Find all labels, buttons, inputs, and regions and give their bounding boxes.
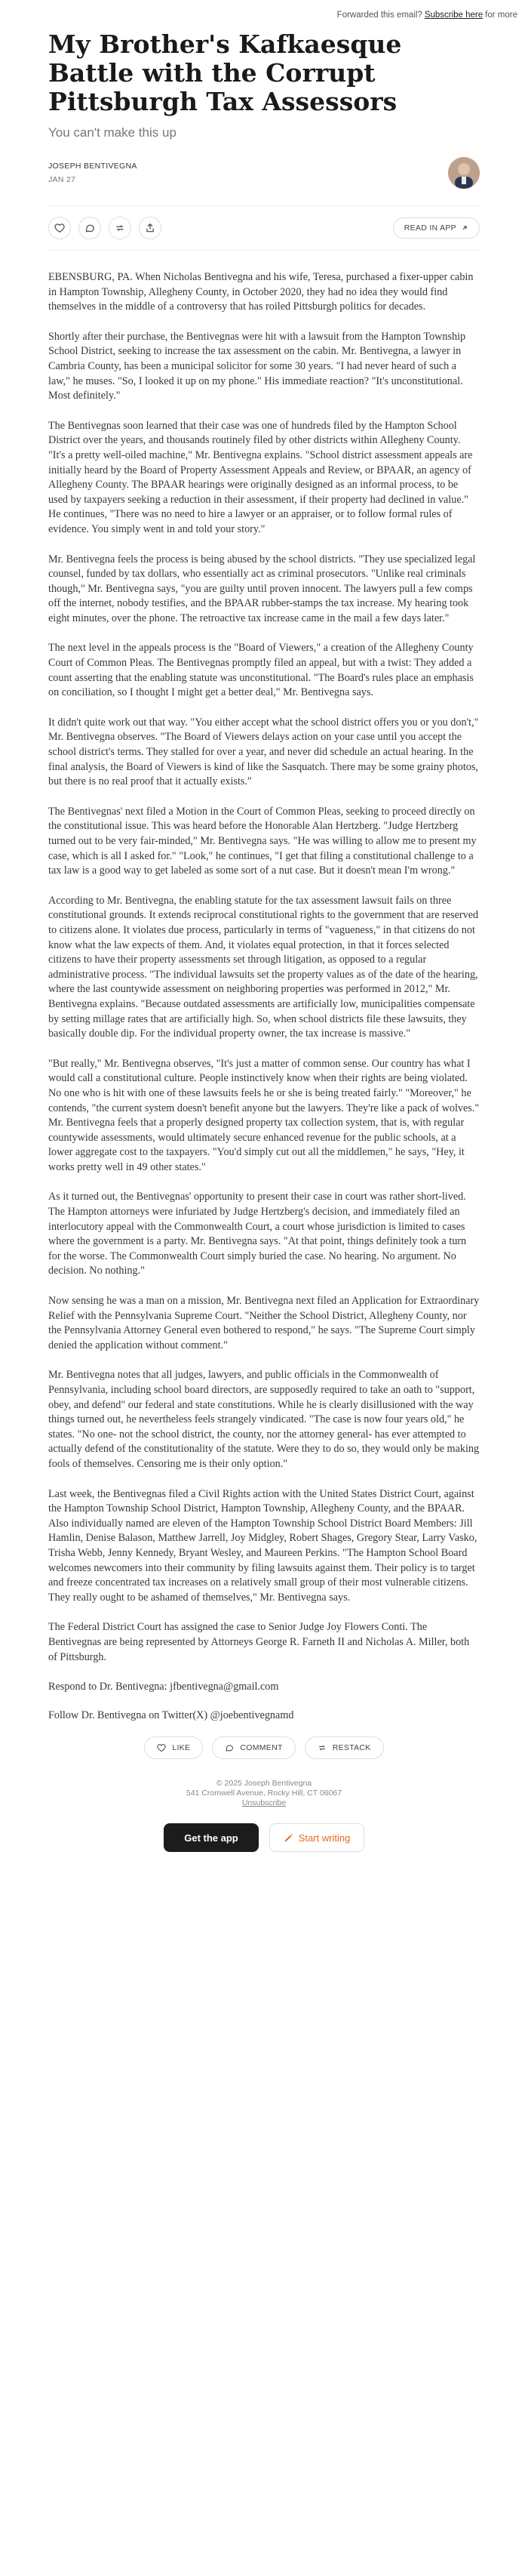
article-paragraph: It didn't quite work out that way. "You either accept what the school district offers you or you don't," Mr. Bentivegna observes. "The Board of Viewers delays action on your case until you accept the school district's terms. They stalled for over a year, and never did schedule an actual hearing. In the final analysis, the Board of Viewers is kind of like the Sasquatch. There may be some grainy photos, but there is no real proof that it actually exists."	[48, 716, 479, 788]
restack-button[interactable]	[109, 217, 131, 239]
restack-pill-button[interactable]	[305, 1736, 384, 1759]
article-paragraph: As it turned out, the Bentivegnas' opportunity to present their case in court was rather short-lived. The Hampton attorneys were infuriated by Judge Hertzberg's decision, and immediately filed an interlocutory appeal with the Commonwealth Court, a court whose jurisdiction is limited to cases where the government is a party. Mr. Bentivegna says. "At that point, things definitely took a turn for the worse. The Commonwealth Court simply buried the case. No hearing. No argument. No decision. No nothing."	[48, 1191, 467, 1277]
restack-label: RESTACK	[332, 1743, 371, 1753]
article-body	[0, 270, 528, 1723]
contact-email-line[interactable]: Respond to Dr. Bentivegna: jfbentivegna@gmail.com	[48, 1681, 279, 1693]
start-writing-label: Start writing	[298, 1832, 351, 1844]
read-in-app-button[interactable]	[393, 217, 480, 239]
post-date: JAN 27	[48, 175, 76, 184]
article-paragraph: Last week, the Bentivegnas filed a Civil Rights action with the United States District Court, against the Hampton Township School District, Hampton Township, Allegheny County, and the BPAAR. Also individually named are eleven of the Hampton Township School District Board Members: Jill Hamlin, Denise Balason, Matthew Jarrell, Joy Midgley, Robert Shages, Gregory Stear, Larry Vasko, Trisha Webb, Jenny Kennedy, Bryant Wesley, and Maureen Perkins. "The Hampton School Board welcomes newcomers into their community by filing lawsuits against them. Their policy is to target and freeze concentrated tax increases on a relatively small group of their most vulnerable citizens. They really ought to be ashamed of themselves," Mr. Bentivegna says.	[48, 1487, 477, 1604]
article-paragraph: According to Mr. Bentivegna, the enabling statute for the tax assessment lawsuit fails on three constitutional grounds. It extends reciprocal constitutional rights to the government that are reserved to citizens alone. It violates due process, particularly in terms of "vagueness," in that citizens do not know what the law expects of them. And, it violates equal protection, in that it forces selected citizens to have their property assessments set through litigation, as opposed to a regular administrative process. "The individual lawsuits set the property values as of the date of the hearing, where the last countywide assessment on neighboring properties was performed in 2012," Mr. Bentivegna explains. "Because outdated assessments are artificially low, municipalities compensate by setting millage rates that are artificially high. So, when school districts file these lawsuits, they basically double dip. For the individual property owner, the tax increase is massive."	[48, 894, 479, 1040]
article-paragraph: Mr. Bentivegna notes that all judges, lawyers, and public officials in the Commonwealth of Pennsylvania, including school board directors, are supposedly required to take an oath to "support, obey, and defend" our federal and state constitutions. While he is clearly disillusioned with the way things turned out, he nevertheless feels strangely vindicated. "The case is now four years old," he states. "No one- not the school district, the county, nor the attorney general- has ever attempted to actually defend of the constitutionality of the statute. Were they to do so, they would only be making fools of themselves. Censoring me is their only option."	[48, 1369, 480, 1470]
email-footer	[0, 1779, 528, 1808]
article-paragraph: The Bentivegnas' next filed a Motion in the Court of Common Pleas, seeking to proceed directly on the constitutional issue. This was heard before the Honorable Alan Hertzberg. "Judge Hertzberg turned out to be very fair-minded," Mr. Bentivegna says. "He was willing to allow me to present my case, which is all I asked for." "Look," he continues, "I get that filing a constitutional challenge to a tax law is a good way to get labeled as some sort of a nut case. But it doesn't mean I'm wrong."	[48, 805, 477, 877]
forwarded-text: Forwarded this email?	[336, 11, 422, 20]
post-header	[0, 30, 528, 251]
read-in-app-label: READ IN APP	[404, 223, 456, 233]
comment-icon	[225, 1743, 234, 1752]
start-writing-button[interactable]	[269, 1823, 364, 1852]
comment-icon	[84, 223, 95, 233]
article-paragraph: "But really," Mr. Bentivegna observes, "It's just a matter of common sense. Our country has what I would call a constitutional culture. People instinctively know when their rights are being violated. No one who is hit with one of these lawsuits feels he or she is being treated fairly." "Moreover," he contends, "the current system doesn't benefit anyone but the lawyers. They're like a pack of wolves." Mr. Bentivegna feels that a properly designed property tax collection system, that is, with regular countywide assessments, would ultimately secure enhanced revenue for the public schools, at a lower aggregate cost to the taxpayers. "You'd simply cut out all the middlemen," he says, "Hey, it works pretty well in 49 other states."	[48, 1057, 480, 1173]
footer-copyright: © 2025 Joseph Bentivegna	[216, 1779, 312, 1789]
article-paragraph: The Federal District Court has assigned the case to Senior Judge Joy Flowers Conti. The Bentivegnas are being represented by Attorneys George R. Farneth II and Nicholas A. Miller, both of Pittsburgh.	[48, 1621, 470, 1663]
like-label: LIKE	[172, 1743, 191, 1753]
restack-icon	[115, 223, 125, 233]
post-action-icons	[48, 217, 161, 239]
post-title[interactable]: My Brother's Kafkaesque Battle with the Corrupt Pittsburgh Tax Assessors	[48, 29, 402, 116]
twitter-follow-line[interactable]: Follow Dr. Bentivegna on Twitter(X) @joebentivegnamd	[48, 1709, 294, 1721]
comment-pill-button[interactable]	[212, 1736, 295, 1759]
article-paragraph: Now sensing he was a man on a mission, Mr. Bentivegna next filed an Application for Extraordinary Relief with the Pennsylvania Supreme Court. "Neither the School District, Allegheny County, nor the Pennsylvania Attorney General even bothered to respond," he says. "The Supreme Court simply denied the application without comment."	[48, 1295, 480, 1351]
article-paragraph: EBENSBURG, PA. When Nicholas Bentivegna and his wife, Teresa, purchased a fixer-upper cabin in Hampton Township, Allegheny County, in October 2020, they had no idea they would find themselves in the middle of a controversy that has roiled Pittsburgh politics for decades.	[48, 271, 474, 313]
post-subtitle: You can't make this up	[48, 125, 177, 140]
author-name[interactable]: JOSEPH BENTIVEGNA	[48, 162, 137, 171]
get-the-app-button[interactable]: Get the app	[164, 1823, 259, 1852]
engagement-bar	[0, 1736, 528, 1759]
share-button[interactable]	[139, 217, 161, 239]
footer-address: 541 Cromwell Avenue, Rocky Hill, CT 06067	[186, 1789, 342, 1798]
post-actions-bar	[48, 205, 480, 251]
heart-icon	[54, 223, 65, 233]
article-paragraph: Mr. Bentivegna feels the process is being abused by the school districts. "They use specialized legal counsel, funded by tax dollars, who essentially act as criminal prosecutors. "Unlike real criminals though," Mr. Bentivegna says, "you are guilty until proven innocent. The lawyers pull a few comps off the internet, nobody testifies, and the BPAAR rubber-stamps the tax increase. My hearing took eight minutes, over the phone. The retroactive tax increase came in the mail a few days later."	[48, 553, 476, 624]
forward-banner	[0, 0, 528, 30]
like-button[interactable]	[48, 217, 71, 239]
forwarded-suffix: for more	[485, 11, 517, 20]
restack-icon	[318, 1743, 327, 1752]
arrow-up-right-icon	[461, 224, 468, 232]
article-paragraph: Shortly after their purchase, the Bentivegnas were hit with a lawsuit from the Hampton Township School District, seeking to increase the tax assessment on the cabin. Mr. Bentivegna, a lawyer in Cambria County, has been a municipal solicitor for some 30 years. "I had never heard of such a law," he muses. "So, I looked it up on my phone." His immediate reaction? "It's unconstitutional. Most definitely."	[48, 330, 466, 402]
comment-label: COMMENT	[240, 1743, 283, 1753]
pencil-icon	[284, 1832, 294, 1843]
byline	[48, 157, 480, 189]
like-pill-button[interactable]	[144, 1736, 203, 1759]
share-icon	[145, 223, 155, 233]
heart-icon	[157, 1743, 166, 1752]
subscribe-link[interactable]: Subscribe here	[424, 11, 483, 20]
author-avatar[interactable]	[448, 157, 480, 189]
unsubscribe-link[interactable]: Unsubscribe	[241, 1798, 287, 1808]
article-paragraph: The next level in the appeals process is the "Board of Viewers," a creation of the Allegheny County Court of Common Pleas. The Bentivegnas promptly filed an appeal, but with a twist: They added a count asserting that the enabling statute was unconstitutional. "The Board's rules place an emphasis on conciliation, so I thought I might get a better deal," Mr. Bentivegna says.	[48, 642, 474, 699]
cta-buttons	[0, 1823, 528, 1852]
comment-button[interactable]	[78, 217, 101, 239]
article-paragraph: The Bentivegnas soon learned that their case was one of hundreds filed by the Hampton School District over the years, and thousands routinely filed by other districts within Allegheny County. "It's a pretty well-oiled machine," Mr. Bentivegna explains. "School district assessment appeals are initially heard by the Board of Property Assessment Appeals and Review, or BPAAR, an agency of Allegheny County. The BPAAR hearings were originally designed as an informal process, to be used by taxpayers seeking a reduction in their assessment, if their property had declined in value." He continues, "There was no need to hire a lawyer or an appraiser, or to follow formal rules of evidence. You simply went in and told your story."	[48, 419, 473, 535]
